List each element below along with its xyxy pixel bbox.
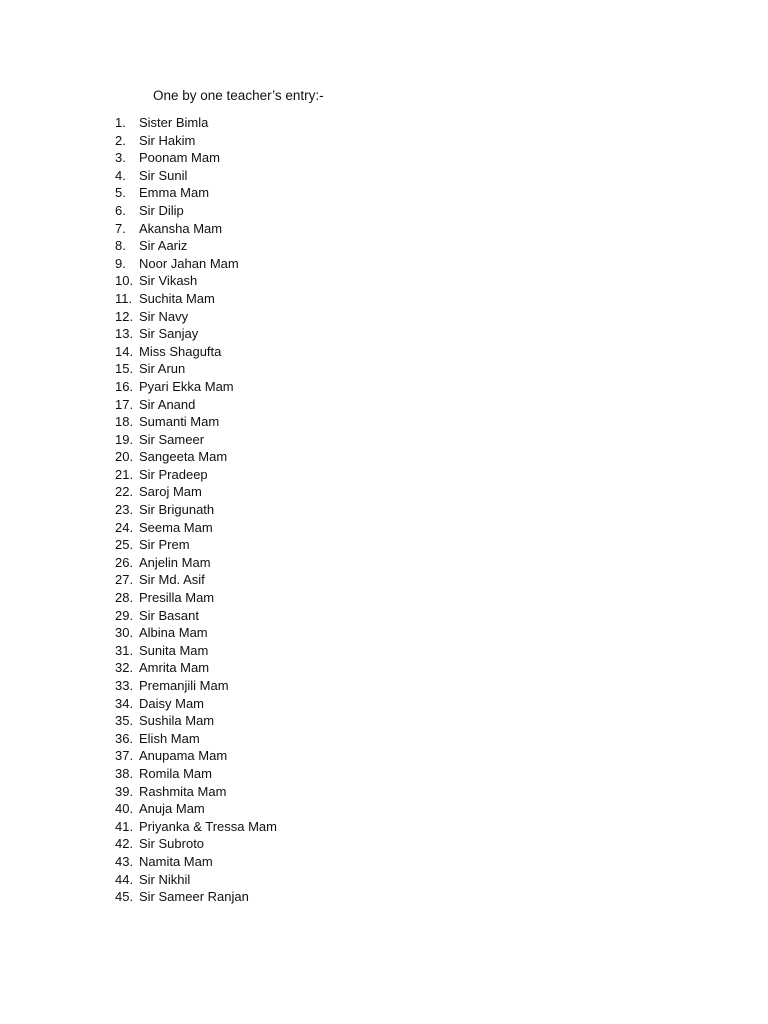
list-item-name: Sumanti Mam: [139, 414, 220, 430]
document-heading: One by one teacher’s entry:-: [153, 88, 324, 103]
list-item-name: Sir Dilip: [139, 202, 184, 218]
list-item-name: Premanjili Mam: [139, 678, 229, 693]
list-item: [115, 835, 277, 853]
list-item: [115, 149, 277, 167]
list-item-number: 39.: [115, 783, 134, 799]
list-item: [115, 202, 277, 220]
list-item: [115, 431, 277, 449]
list-item: [115, 519, 277, 537]
list-item-name: Sir Anand: [139, 396, 196, 412]
list-item-number: 1.: [115, 115, 126, 130]
list-item: [115, 413, 277, 431]
list-item-name: Seema Mam: [139, 519, 213, 535]
list-item: [115, 677, 277, 695]
list-item-number: 3.: [115, 150, 126, 166]
list-item: [115, 132, 277, 150]
list-item-number: 25.: [115, 537, 134, 553]
list-item-name: Sunita Mam: [139, 642, 209, 658]
list-item-number: 36.: [115, 730, 134, 746]
list-item-number: 18.: [115, 414, 134, 430]
list-item-number: 41.: [115, 818, 134, 834]
list-item-name: Sangeeta Mam: [139, 449, 228, 465]
list-item: [115, 536, 277, 554]
list-item: [115, 624, 277, 642]
list-item: [115, 272, 277, 290]
list-item-name: Sister Bimla: [139, 115, 209, 130]
list-item: [115, 747, 277, 765]
list-item: [115, 853, 277, 871]
teacher-list: [115, 114, 277, 906]
list-item: [115, 360, 277, 378]
list-item-name: Elish Mam: [139, 730, 200, 746]
list-item-number: 2.: [115, 132, 126, 148]
list-item: [115, 255, 277, 273]
list-item: [115, 396, 277, 414]
list-item: [115, 871, 277, 889]
list-item-name: Sir Nikhil: [139, 871, 191, 887]
list-item: [115, 114, 277, 132]
list-item: [115, 343, 277, 361]
list-item: [115, 466, 277, 484]
list-item-name: Sir Basant: [139, 607, 199, 623]
list-item-number: 37.: [115, 748, 134, 764]
list-item-number: 28.: [115, 590, 134, 606]
list-item: [115, 607, 277, 625]
list-item-name: Sir Arun: [139, 361, 186, 377]
list-item-name: Anupama Mam: [139, 748, 228, 764]
list-item-name: Saroj Mam: [139, 484, 202, 500]
list-item-number: 13.: [115, 326, 134, 342]
list-item-number: 27.: [115, 572, 134, 588]
list-item-number: 38.: [115, 765, 134, 781]
list-item-name: Presilla Mam: [139, 590, 215, 606]
list-item-number: 24.: [115, 519, 134, 535]
list-item-number: 33.: [115, 678, 134, 693]
list-item-number: 6.: [115, 202, 126, 218]
list-item-number: 31.: [115, 642, 134, 658]
list-item: [115, 378, 277, 396]
list-item-number: 12.: [115, 308, 134, 324]
list-item-number: 14.: [115, 343, 134, 359]
list-item: [115, 448, 277, 466]
list-item-name: Anuja Mam: [139, 801, 205, 817]
list-item: [115, 325, 277, 343]
list-item-name: Sushila Mam: [139, 713, 215, 729]
list-item: [115, 167, 277, 185]
list-item-name: Emma Mam: [139, 185, 210, 201]
list-item: [115, 501, 277, 519]
list-item-number: 8.: [115, 238, 126, 254]
list-item-number: 23.: [115, 502, 134, 518]
list-item-name: Poonam Mam: [139, 150, 220, 166]
list-item: [115, 730, 277, 748]
list-item-name: Albina Mam: [139, 625, 208, 641]
list-item: [115, 571, 277, 589]
list-item-name: Suchita Mam: [139, 290, 215, 306]
list-item-number: 20.: [115, 449, 134, 465]
list-item-number: 11.: [115, 290, 133, 306]
list-item: [115, 554, 277, 572]
list-item-number: 21.: [115, 466, 134, 482]
list-item-number: 35.: [115, 713, 134, 729]
list-item-number: 17.: [115, 396, 134, 412]
list-item: [115, 308, 277, 326]
list-item-number: 10.: [115, 273, 134, 289]
list-item: [115, 765, 277, 783]
list-item-name: Sir Navy: [139, 308, 189, 324]
list-item-name: Romila Mam: [139, 765, 212, 781]
list-item-number: 19.: [115, 431, 134, 447]
list-item-number: 15.: [115, 361, 134, 377]
list-item-number: 44.: [115, 871, 134, 887]
list-item-number: 45.: [115, 889, 134, 905]
list-item-name: Sir Sameer: [139, 431, 205, 447]
list-item: [115, 483, 277, 501]
list-item-number: 9.: [115, 255, 126, 271]
list-item-name: Noor Jahan Mam: [139, 255, 239, 271]
list-item-name: Priyanka & Tressa Mam: [139, 818, 277, 834]
list-item: [115, 589, 277, 607]
list-item-number: 29.: [115, 607, 134, 623]
list-item-name: Sir Brigunath: [139, 502, 215, 518]
list-item-name: Sir Prem: [139, 537, 190, 553]
list-item-name: Namita Mam: [139, 853, 213, 869]
list-item: [115, 800, 277, 818]
list-item-name: Sir Vikash: [139, 273, 198, 289]
list-item: [115, 184, 277, 202]
list-item: [115, 642, 277, 660]
list-item-number: 5.: [115, 185, 126, 201]
list-item-number: 34.: [115, 695, 134, 711]
list-item-name: Sir Hakim: [139, 132, 196, 148]
list-item-name: Anjelin Mam: [139, 554, 211, 570]
list-item: [115, 695, 277, 713]
list-item: [115, 818, 277, 836]
list-item-number: 40.: [115, 801, 134, 817]
list-item-name: Miss Shagufta: [139, 343, 222, 359]
list-item-number: 42.: [115, 836, 134, 852]
list-item-name: Sir Subroto: [139, 836, 205, 852]
list-item: [115, 783, 277, 801]
list-item-name: Sir Aariz: [139, 238, 188, 254]
list-item-name: Rashmita Mam: [139, 783, 227, 799]
list-item-name: Daisy Mam: [139, 695, 205, 711]
list-item-number: 22.: [115, 484, 134, 500]
list-item: [115, 712, 277, 730]
list-item-number: 32.: [115, 660, 134, 676]
list-item: [115, 220, 277, 238]
list-item-number: 7.: [115, 220, 126, 236]
list-item-name: Sir Sunil: [139, 167, 188, 183]
list-item-number: 4.: [115, 167, 126, 183]
list-item-name: Akansha Mam: [139, 220, 223, 236]
list-item-name: Sir Sanjay: [139, 326, 199, 342]
list-item-number: 43.: [115, 853, 134, 869]
list-item-name: Pyari Ekka Mam: [139, 378, 234, 394]
list-item-name: Sir Sameer Ranjan: [139, 889, 249, 905]
list-item-number: 30.: [115, 625, 134, 641]
list-item-name: Sir Md. Asif: [139, 572, 205, 588]
list-item: [115, 237, 277, 255]
list-item-number: 16.: [115, 378, 134, 394]
list-item: [115, 290, 277, 308]
list-item-name: Sir Pradeep: [139, 466, 208, 482]
list-item: [115, 659, 277, 677]
list-item: [115, 888, 277, 906]
list-item-number: 26.: [115, 554, 134, 570]
list-item-name: Amrita Mam: [139, 660, 210, 676]
